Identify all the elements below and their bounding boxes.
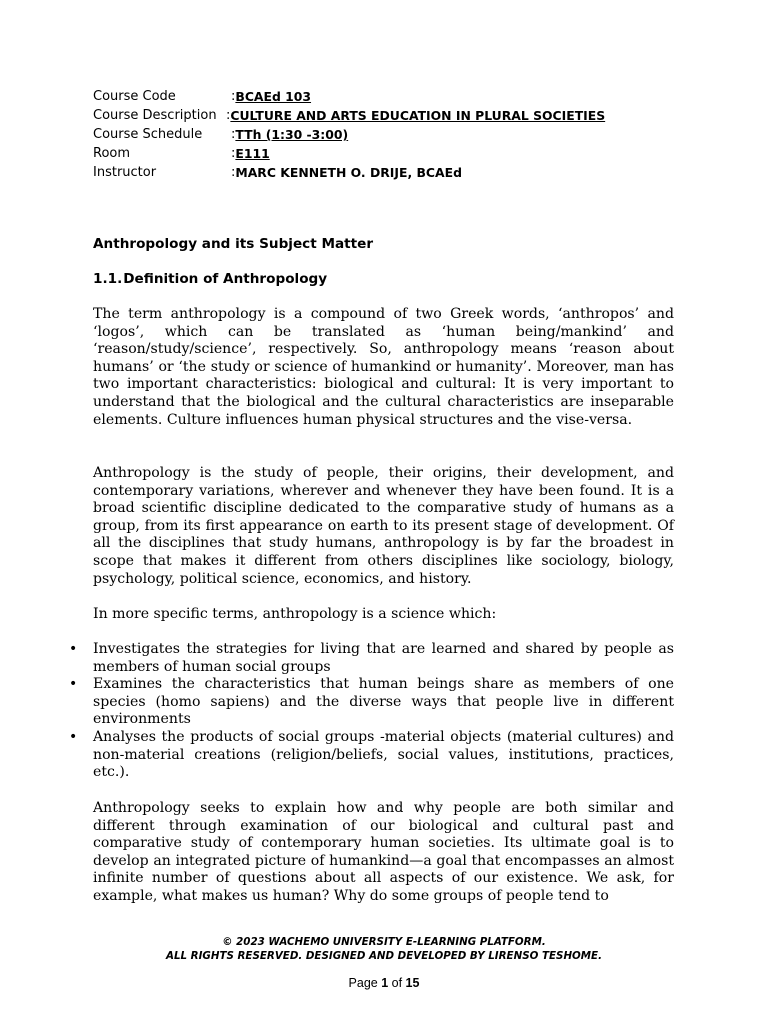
total-pages: 15 bbox=[405, 976, 420, 990]
paragraph-explanation: Anthropology seeks to explain how and why people are both similar and different through examination of our biological and cultural past and comparative study of contemporary human societies. Its ultimate goal is to develop an integrated picture of humankind—a goal that encompasses an almost infinite number of questions about all aspects of our existence. We ask, for example, what makes us human? Why do some groups of people tend to bbox=[93, 800, 674, 904]
course-code-value: BCAEd 103 bbox=[235, 89, 312, 104]
copyright-footer bbox=[0, 935, 768, 963]
page-prefix: Page bbox=[348, 976, 382, 990]
course-description-label: Course Description bbox=[93, 108, 217, 123]
course-description-row bbox=[93, 106, 605, 125]
copyright-line: © 2023 WACHEMO UNIVERSITY E-LEARNING PLATFORM. bbox=[222, 936, 546, 948]
room-value: E111 bbox=[235, 146, 270, 161]
rights-line: ALL RIGHTS RESERVED. DESIGNED AND DEVELOPED BY LIRENSO TESHOME. bbox=[165, 950, 603, 962]
page-of: of bbox=[388, 976, 406, 990]
subsection-title: Definition of Anthropology bbox=[123, 271, 328, 287]
course-schedule-label: Course Schedule bbox=[93, 127, 203, 142]
section-title: Anthropology and its Subject Matter bbox=[93, 236, 374, 252]
paragraph-specific-terms: In more specific terms, anthropology is a science which: bbox=[93, 606, 497, 622]
paragraph-definition: The term anthropology is a compound of two Greek words, ‘anthropos’ and ‘logos’, which can be translated as ‘human being/mankind’ and ‘reason/study/science’, respectively. So, anthropology means ‘reason about humans’ or ‘the study or science of humankind or humanity’. Moreover, man has two important characteristics: biological and cultural: It is very important to understand that the biological and the cultural characteristics are inseparable elements. Culture influences human physical structures and the vise-versa. bbox=[93, 306, 674, 428]
room-row bbox=[93, 144, 605, 163]
subsection-heading bbox=[93, 271, 327, 287]
subsection-number: 1.1. bbox=[93, 271, 123, 287]
page-number bbox=[0, 976, 768, 990]
course-schedule-separator: : bbox=[231, 127, 236, 142]
current-page: 1 bbox=[381, 976, 389, 990]
room-label: Room bbox=[93, 146, 131, 161]
instructor-separator: : bbox=[231, 165, 236, 180]
course-code-row bbox=[93, 87, 605, 106]
course-schedule-row bbox=[93, 125, 605, 144]
course-code-label: Course Code bbox=[93, 89, 176, 104]
instructor-row bbox=[93, 163, 605, 182]
instructor-value: MARC KENNETH O. DRIJE, BCAEd bbox=[235, 165, 462, 180]
list-item: • Analyses the products of social groups -material objects (material cultures) and non-material creations (religion/beliefs, social values, institutions, practices, etc.). bbox=[93, 729, 674, 782]
course-description-separator: : bbox=[226, 108, 231, 123]
course-info-table bbox=[93, 87, 605, 182]
list-item: • Examines the characteristics that human beings share as members of one species (homo sapiens) and the diverse ways that people live in different environments bbox=[93, 676, 674, 729]
course-description-value: CULTURE AND ARTS EDUCATION IN PLURAL SOCIETIES bbox=[230, 108, 606, 123]
course-code-separator: : bbox=[231, 89, 236, 104]
room-separator: : bbox=[231, 146, 236, 161]
bullet-list bbox=[93, 641, 674, 782]
course-schedule-value: TTh (1:30 -3:00) bbox=[235, 127, 349, 142]
paragraph-study-of-people: Anthropology is the study of people, their origins, their development, and contemporary variations, wherever and whenever they have been found. It is a broad scientific discipline dedicated to the comparative study of humans as a group, from its first appearance on earth to its present stage of development. Of all the disciplines that study humans, anthropology is by far the broadest in scope that makes it different from others disciplines like sociology, biology, psychology, political science, economics, and history. bbox=[93, 465, 674, 587]
instructor-label: Instructor bbox=[93, 165, 157, 180]
list-item: • Investigates the strategies for living that are learned and shared by people as members of human social groups bbox=[93, 641, 674, 676]
